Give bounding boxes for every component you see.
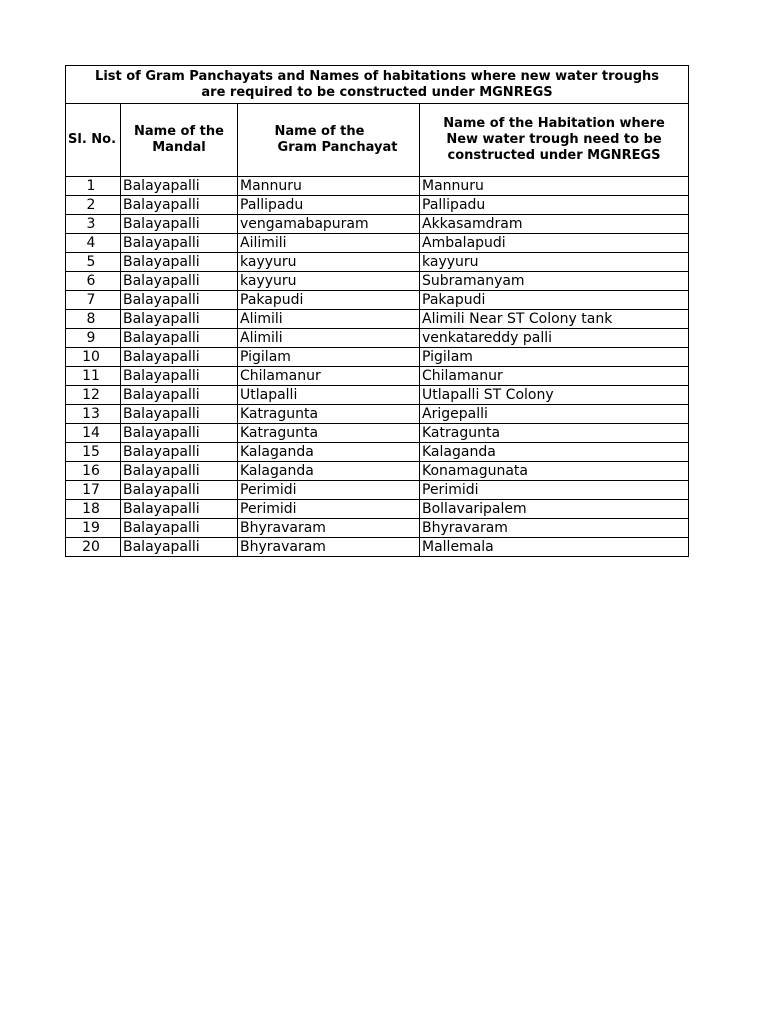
header-mandal: [121, 104, 238, 177]
cell-gram-panchayat: vengamabapuram: [238, 215, 420, 234]
cell-sl-no: 3: [66, 215, 121, 234]
cell-gram-panchayat: Pallipadu: [238, 196, 420, 215]
cell-mandal: Balayapalli: [121, 405, 238, 424]
cell-habitation: Alimili Near ST Colony tank: [420, 310, 689, 329]
cell-gram-panchayat: Bhyravaram: [238, 538, 420, 557]
cell-mandal: Balayapalli: [121, 196, 238, 215]
table-row: [66, 329, 689, 348]
table-row: [66, 348, 689, 367]
cell-sl-no: 12: [66, 386, 121, 405]
cell-habitation: Akkasamdram: [420, 215, 689, 234]
table-row: [66, 177, 689, 196]
cell-sl-no: 20: [66, 538, 121, 557]
cell-sl-no: 17: [66, 481, 121, 500]
cell-sl-no: 19: [66, 519, 121, 538]
table-row: [66, 196, 689, 215]
cell-mandal: Balayapalli: [121, 386, 238, 405]
cell-gram-panchayat: Pigilam: [238, 348, 420, 367]
cell-sl-no: 11: [66, 367, 121, 386]
habitations-table: [65, 65, 689, 557]
cell-mandal: Balayapalli: [121, 519, 238, 538]
table-row: [66, 272, 689, 291]
table-row: [66, 386, 689, 405]
cell-habitation: Bhyravaram: [420, 519, 689, 538]
header-sl-no: [66, 104, 121, 177]
cell-gram-panchayat: Ailimili: [238, 234, 420, 253]
cell-gram-panchayat: Chilamanur: [238, 367, 420, 386]
cell-habitation: Utlapalli ST Colony: [420, 386, 689, 405]
cell-habitation: Pigilam: [420, 348, 689, 367]
table-row: [66, 291, 689, 310]
cell-sl-no: 2: [66, 196, 121, 215]
cell-habitation: Bollavaripalem: [420, 500, 689, 519]
table-row: [66, 443, 689, 462]
cell-mandal: Balayapalli: [121, 291, 238, 310]
cell-gram-panchayat: Pakapudi: [238, 291, 420, 310]
header-habitation-line-1: Name of the Habitation where: [443, 116, 665, 131]
cell-habitation: Kalaganda: [420, 443, 689, 462]
cell-mandal: Balayapalli: [121, 177, 238, 196]
cell-habitation: kayyuru: [420, 253, 689, 272]
cell-mandal: Balayapalli: [121, 215, 238, 234]
table-title: [66, 66, 689, 104]
cell-habitation: Chilamanur: [420, 367, 689, 386]
table-title-line-1: List of Gram Panchayats and Names of habitations where new water troughs: [95, 68, 660, 84]
cell-sl-no: 16: [66, 462, 121, 481]
cell-mandal: Balayapalli: [121, 310, 238, 329]
table-row: [66, 405, 689, 424]
cell-gram-panchayat: Kalaganda: [238, 443, 420, 462]
cell-sl-no: 4: [66, 234, 121, 253]
cell-habitation: venkatareddy palli: [420, 329, 689, 348]
cell-sl-no: 5: [66, 253, 121, 272]
cell-habitation: Ambalapudi: [420, 234, 689, 253]
header-gp-line-2: Gram Panchayat: [277, 140, 398, 155]
cell-mandal: Balayapalli: [121, 272, 238, 291]
cell-gram-panchayat: kayyuru: [238, 272, 420, 291]
cell-sl-no: 10: [66, 348, 121, 367]
cell-mandal: Balayapalli: [121, 329, 238, 348]
table-row: [66, 253, 689, 272]
cell-habitation: Perimidi: [420, 481, 689, 500]
cell-mandal: Balayapalli: [121, 253, 238, 272]
table-row: [66, 500, 689, 519]
cell-mandal: Balayapalli: [121, 234, 238, 253]
cell-mandal: Balayapalli: [121, 500, 238, 519]
table-row: [66, 519, 689, 538]
table-row: [66, 481, 689, 500]
cell-sl-no: 14: [66, 424, 121, 443]
title-row: [66, 66, 689, 104]
table-body: [66, 66, 689, 557]
header-gp-line-1: Name of the: [274, 124, 365, 139]
table-row: [66, 310, 689, 329]
header-habitation-line-2: New water trough need to be: [446, 132, 662, 147]
cell-gram-panchayat: Perimidi: [238, 481, 420, 500]
cell-sl-no: 6: [66, 272, 121, 291]
cell-sl-no: 13: [66, 405, 121, 424]
header-mandal-line-1: Name of the: [134, 124, 224, 139]
cell-habitation: Mannuru: [420, 177, 689, 196]
spreadsheet-page: [65, 65, 688, 557]
cell-mandal: Balayapalli: [121, 424, 238, 443]
cell-mandal: Balayapalli: [121, 348, 238, 367]
cell-habitation: Subramanyam: [420, 272, 689, 291]
header-habitation: [420, 104, 689, 177]
cell-gram-panchayat: Kalaganda: [238, 462, 420, 481]
header-mandal-line-2: Mandal: [152, 140, 206, 155]
cell-habitation: Katragunta: [420, 424, 689, 443]
header-sl-no-label: Sl. No.: [68, 132, 117, 147]
cell-sl-no: 7: [66, 291, 121, 310]
cell-mandal: Balayapalli: [121, 481, 238, 500]
table-row: [66, 367, 689, 386]
table-row: [66, 234, 689, 253]
cell-gram-panchayat: Katragunta: [238, 424, 420, 443]
cell-habitation: Pallipadu: [420, 196, 689, 215]
cell-sl-no: 18: [66, 500, 121, 519]
cell-habitation: Arigepalli: [420, 405, 689, 424]
table-row: [66, 215, 689, 234]
cell-sl-no: 8: [66, 310, 121, 329]
header-habitation-line-3: constructed under MGNREGS: [447, 148, 661, 163]
table-title-line-2: are required to be constructed under MGNREGS: [201, 84, 553, 100]
cell-gram-panchayat: Mannuru: [238, 177, 420, 196]
cell-gram-panchayat: Bhyravaram: [238, 519, 420, 538]
header-row: [66, 104, 689, 177]
cell-gram-panchayat: Utlapalli: [238, 386, 420, 405]
cell-habitation: Pakapudi: [420, 291, 689, 310]
cell-gram-panchayat: Alimili: [238, 329, 420, 348]
table-row: [66, 424, 689, 443]
cell-gram-panchayat: Alimili: [238, 310, 420, 329]
cell-sl-no: 9: [66, 329, 121, 348]
table-row: [66, 538, 689, 557]
cell-mandal: Balayapalli: [121, 538, 238, 557]
cell-habitation: Konamagunata: [420, 462, 689, 481]
cell-mandal: Balayapalli: [121, 462, 238, 481]
cell-gram-panchayat: kayyuru: [238, 253, 420, 272]
cell-sl-no: 15: [66, 443, 121, 462]
cell-gram-panchayat: Perimidi: [238, 500, 420, 519]
cell-habitation: Mallemala: [420, 538, 689, 557]
table-row: [66, 462, 689, 481]
cell-mandal: Balayapalli: [121, 443, 238, 462]
cell-mandal: Balayapalli: [121, 367, 238, 386]
cell-gram-panchayat: Katragunta: [238, 405, 420, 424]
header-gram-panchayat: [238, 104, 420, 177]
cell-sl-no: 1: [66, 177, 121, 196]
